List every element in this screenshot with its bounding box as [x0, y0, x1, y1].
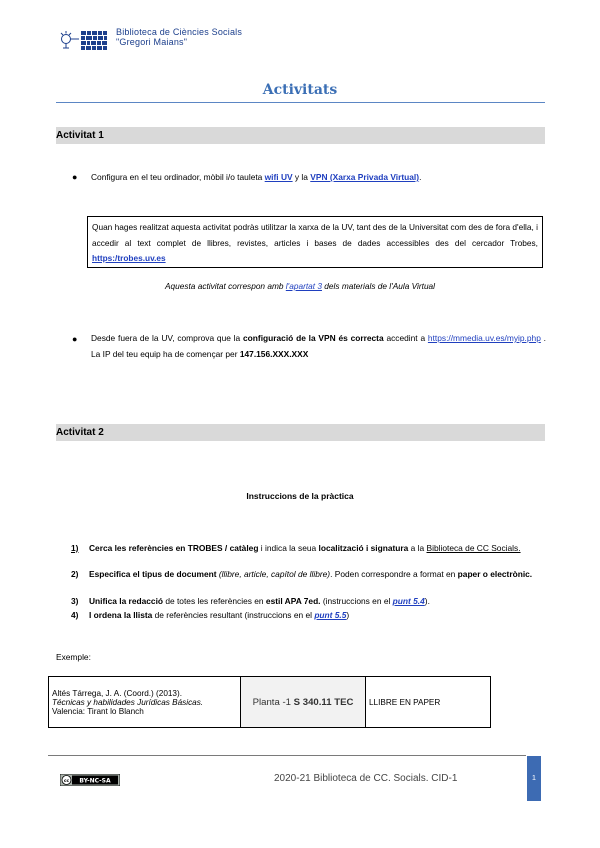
cc-license-badge [60, 774, 120, 786]
instructions-heading: Instruccions de la pràctica [246, 491, 354, 501]
reference-title: Técnicas y habilidades Jurídicas Básicas. [52, 697, 204, 707]
list-number: 3) [71, 596, 79, 606]
trobes-link[interactable]: https:/trobes.uv.es [92, 253, 166, 263]
list-number: 2) [71, 569, 79, 579]
list-text: (instruccions en el [320, 596, 393, 606]
list-text: de referències resultant (instruccions en el [152, 610, 315, 620]
bullet-text: Configura en el teu ordinador, mòbil i/o tauleta [91, 172, 265, 182]
location-text: Planta -1 [252, 696, 294, 708]
footer-text: 2020-21 Biblioteca de CC. Socials. CID-1 [274, 773, 458, 784]
bullet-text: accedint a [383, 333, 428, 343]
punt-5-4-link[interactable]: punt 5.4 [392, 596, 425, 606]
bullet-bold-text: configuració de la VPN és correcta [243, 333, 384, 343]
list-text: i indica la seua [258, 543, 319, 553]
library-name [116, 27, 242, 47]
list-item-text [89, 610, 545, 622]
bullet-icon: ● [72, 334, 78, 344]
list-text: de totes les referències en [163, 596, 266, 606]
ip-prefix: 147.156.XXX.XXX [239, 349, 309, 359]
reference-line: Valencia: Tirant lo Blanch [52, 706, 144, 716]
reference-cell [49, 677, 241, 728]
bullet-text: . [419, 172, 422, 182]
list-bold: localització i signatura [318, 543, 409, 553]
format-text: LLIBRE EN PAPER [369, 697, 441, 707]
library-name-line2: "Gregori Maians" [116, 37, 188, 47]
punt-5-5-link[interactable]: punt 5.5 [314, 610, 347, 620]
list-item-text [89, 543, 545, 555]
section-activitat-2-heading [56, 424, 545, 441]
list-bold: paper o electrònic. [457, 569, 533, 579]
example-table [48, 676, 491, 728]
list-item [71, 569, 546, 593]
info-box-text: Quan hages realitzat aquesta activitat podràs utilitzar la xarxa de la UV, tant des de la Universitat com des de fora d'ella, i accedir al text complet de llibres, revistes, articles i bases de dades accessibles des del cercador Trobes, [92, 222, 538, 248]
list-number: 1) [71, 543, 79, 553]
apartat-3-link[interactable]: l'apartat 3 [285, 281, 322, 291]
svg-text:cc: cc [63, 779, 70, 784]
list-bold: Cerca les referències en TROBES / catàleg [89, 543, 259, 553]
bullet-text: y la [292, 172, 311, 182]
license-text: BY-NC-SA [79, 777, 111, 785]
section-heading-text: Activitat 2 [56, 427, 104, 438]
list-bold: Unifica la redacció [89, 596, 164, 606]
list-number: 4) [71, 610, 79, 620]
info-box [87, 216, 543, 268]
bullet-vpn-check [91, 330, 546, 362]
signature-text: S 340.11 TEC [293, 696, 354, 708]
biblioteca-link[interactable]: Biblioteca de CC Socials. [426, 543, 521, 553]
list-text: ) [346, 610, 350, 620]
section-heading-text: Activitat 1 [56, 130, 104, 141]
bullet-icon: ● [72, 172, 78, 182]
format-cell [366, 677, 491, 728]
list-text: ). [424, 596, 430, 606]
footer-divider [48, 755, 526, 756]
library-name-line1: Biblioteca de Ciències Socials [116, 27, 243, 37]
bullet-text: Desde fuera de la UV, comprova que la [91, 333, 244, 343]
list-text: a la [408, 543, 427, 553]
vpn-link[interactable]: VPN (Xarxa Privada Virtual) [310, 172, 420, 182]
location-cell [241, 677, 366, 728]
wifi-uv-link[interactable]: wifi UV [264, 172, 293, 182]
list-bold: Especifica el tipus de document [89, 569, 217, 579]
list-item [71, 543, 546, 567]
bullet-text: . La IP del teu equip ha de començar per [91, 333, 547, 359]
example-label: Exemple: [56, 652, 91, 662]
note-text: dels materials de l'Aula Virtual [321, 281, 436, 291]
list-text: . Poden correspondre a format en [330, 569, 458, 579]
list-italic: (llibre, article, capítol de llibre) [216, 569, 331, 579]
list-item [71, 610, 546, 622]
page-number: 1 [531, 773, 537, 782]
note-text: Aquesta activitat correspon amb [164, 281, 286, 291]
table-row [49, 677, 491, 728]
aula-virtual-note [0, 281, 600, 291]
myip-link[interactable]: https://mmedia.uv.es/myip.php [427, 333, 541, 343]
list-bold: I ordena la llista [89, 610, 153, 620]
section-activitat-1-heading [56, 127, 545, 144]
page-title: Activitats [262, 82, 338, 98]
list-item-text [89, 596, 545, 608]
bullet-wifi-vpn [91, 170, 546, 185]
reference-line: Altés Tárrega, J. A. (Coord.) (2013). [52, 688, 182, 698]
list-item [71, 596, 546, 608]
list-item-text [89, 569, 545, 581]
list-bold: estil APA 7ed. [265, 596, 321, 606]
title-divider [56, 102, 545, 103]
